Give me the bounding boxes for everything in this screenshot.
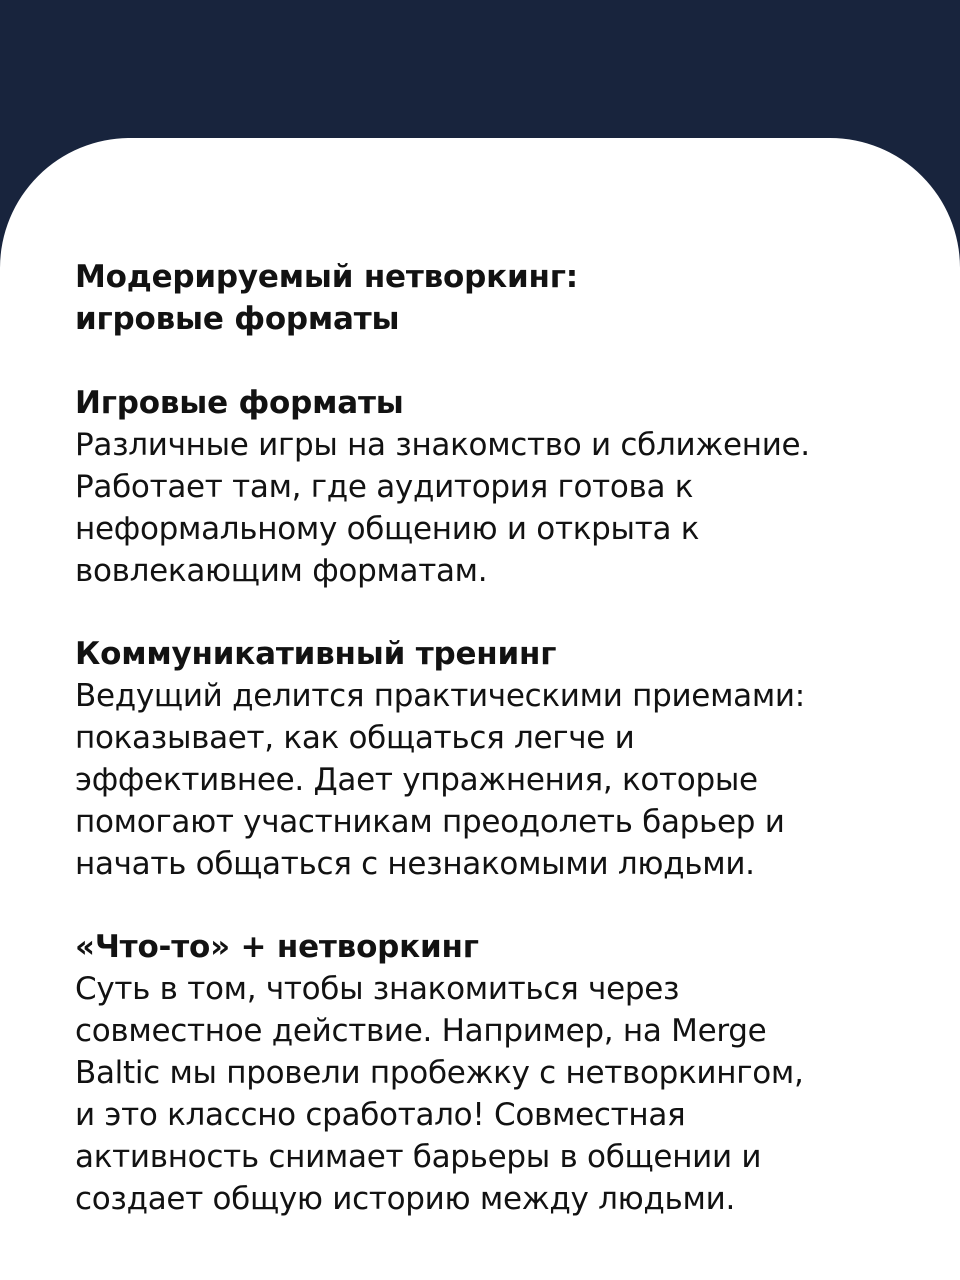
body-line: совместное действие. Например, на Merge [75, 1013, 767, 1049]
body-line: Различные игры на знакомство и сближение. [75, 427, 810, 463]
body-line: начать общаться с незнакомыми людьми. [75, 846, 755, 882]
section-heading: Коммуникативный тренинг [75, 636, 557, 672]
section-body [75, 968, 920, 1220]
body-line: вовлекающим форматам. [75, 553, 488, 589]
section-body [75, 675, 920, 885]
body-line: эффективнее. Дает упражнения, которые [75, 762, 758, 798]
section-something-plus-networking [75, 926, 920, 1220]
body-line: активность снимает барьеры в общении и [75, 1139, 762, 1175]
body-line: показывает, как общаться легче и [75, 720, 635, 756]
section-game-formats [75, 382, 920, 592]
body-line: неформальному общению и открыта к [75, 511, 700, 547]
section-communication-training [75, 633, 920, 885]
body-line: и это классно сработало! Совместная [75, 1097, 686, 1133]
page-title-line: игровые форматы [75, 301, 400, 337]
body-line: Ведущий делится практическими приемами: [75, 678, 805, 714]
section-heading: Игровые форматы [75, 385, 404, 421]
section-body [75, 424, 920, 592]
body-line: Baltic мы провели пробежку с нетворкингом, [75, 1055, 804, 1091]
content-card [0, 138, 960, 1280]
body-line: Работает там, где аудитория готова к [75, 469, 694, 505]
body-line: Суть в том, чтобы знакомиться через [75, 971, 680, 1007]
section-heading: «Что-то» + нетворкинг [75, 929, 479, 965]
page-title-line: Модерируемый нетворкинг: [75, 259, 578, 295]
page-title [75, 256, 920, 340]
body-line: помогают участникам преодолеть барьер и [75, 804, 785, 840]
body-line: создает общую историю между людьми. [75, 1181, 735, 1217]
